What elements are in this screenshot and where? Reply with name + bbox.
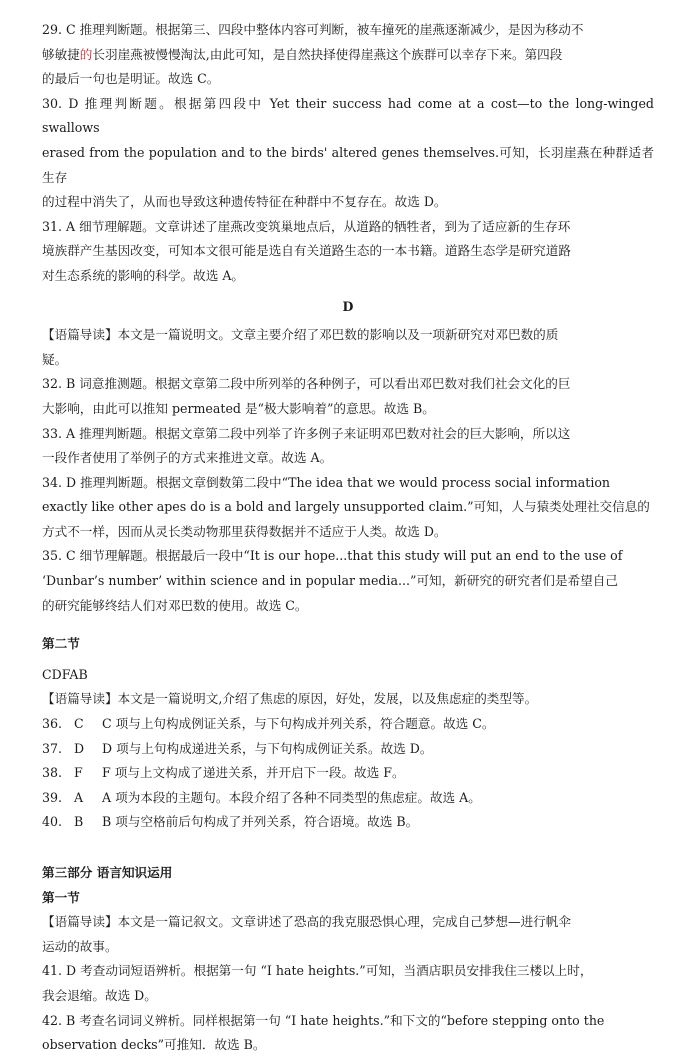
section2-answer-string: CDFAB [42,666,88,682]
q41-line1: 41. D 考查动词短语辨析。根据第一句 “I hate heights.”可知，当酒店职员安排我住三楼以上时， [42,963,593,979]
q42-line1: 42. B 考查名词词义辨析。同样根据第一句 “I hate heights.”和下文的“before stepping onto the [42,1012,605,1028]
q35-line3: 的研究能够终结人们对邓巴数的使用。故选 C。 [42,597,308,613]
part3-subtitle: 第一节 [42,889,80,905]
q30-line2: erased from the population and to the birds' altered genes themselves.可知，长羽崖燕在种群适者生存 [42,144,654,185]
q31-line1: 31. A 细节理解题。文章讲述了崖燕改变筑巢地点后，从道路的牺牲者，到为了适应新的生存环 [42,218,571,234]
section-d-heading: D [342,298,354,314]
section2-title: 第二节 [42,636,80,652]
row-number: 39. [42,789,63,805]
row-number: 37. [42,740,63,756]
q29-red-char: 的 [79,46,93,62]
section2-intro: 【语篇导读】本文是一篇说明文,介绍了焦虑的原因，好处，发展，以及焦虑症的类型等。 [42,691,538,707]
answer-row [42,737,654,762]
row-number: 36. [42,716,63,732]
section-d-intro-line1: 【语篇导读】本文是一篇说明文。文章主要介绍了邓巴数的影响以及一项新研究对邓巴数的质 [42,327,559,343]
q31-line3: 对生态系统的影响的科学。故选 A。 [42,267,245,283]
q29-line2-post: 长羽崖燕被慢慢淘汰,由此可知，是自然抉择使得崖燕这个族群可以幸存下来。第四段 [92,46,563,62]
q41-line2: 我会退缩。故选 D。 [42,987,157,1003]
row-answer: A [74,789,84,805]
answer-row [42,810,654,835]
q29-line1: 29. C 推理判断题。根据第三、四段中整体内容可判断，被车撞死的崖燕逐渐减少，是因为移动不 [42,22,584,37]
q29-line2 [42,43,654,68]
q35-line1: 35. C 细节理解题。根据最后一段中“It is our hope...that this study will put an end to the use of [42,548,623,564]
row-number: 38. [42,765,63,781]
part3-intro-line1: 【语篇导读】本文是一篇记叙文。文章讲述了恐高的我克服恐惧心理，完成自己梦想—进行帆伞 [42,914,571,930]
q31-line2: 境族群产生基因改变，可知本文很可能是选自有关道路生态的一本书籍。道路生态学是研究道路 [42,243,571,259]
row-answer: F [74,765,83,781]
part3-intro-line2: 运动的故事。 [42,938,118,954]
answer-row [42,761,654,786]
q34-line3: 方式不一样，因而从灵长类动物那里获得数据并不适应于人类。故选 D。 [42,523,447,539]
q34-line1: 34. D 推理判断题。根据文章倒数第二段中“The idea that we would process social information [42,474,611,490]
q33-line2: 一段作者使用了举例子的方式来推进文章。故选 A。 [42,450,333,466]
q29-line3: 的最后一句也是明证。故选 C。 [42,71,220,87]
q32-line2: 大影响，由此可以推知 permeated 是“极大影响着”的意思。故选 B。 [42,400,435,416]
q29-line2-pre: 够敏捷 [42,46,80,62]
answer-row [42,786,654,811]
q33-line1: 33. A 推理判断题。根据文章第二段中列举了许多例子来证明邓巴数对社会的巨大影响，所以这 [42,425,571,441]
row-answer: C [74,716,84,732]
q32-line1: 32. B 词意推测题。根据文章第二段中所列举的各种例子，可以看出邓巴数对我们社会文化的巨 [42,376,571,392]
q30-line1: 30. D 推理判断题。根据第四段中 Yet their success had come at a cost—to the long-winged swallows [42,95,654,136]
row-explanation: C 项与上句构成例证关系，与下句构成并列关系，符合题意。故选 C。 [102,716,495,732]
row-explanation: D 项与上句构成递进关系，与下句构成例证关系。故选 D。 [102,740,433,756]
q35-line2: ‘Dunbar’s number’ within science and in popular media...”可知，新研究的研究者们是希望自己 [42,573,618,589]
row-answer: B [74,814,84,830]
q30-line3: 的过程中消失了，从而也导致这种遗传特征在种群中不复存在。故选 D。 [42,194,447,210]
row-number: 40. [42,814,63,830]
answer-row [42,712,654,737]
row-explanation: A 项为本段的主题句。本段介绍了各种不同类型的焦虑症。故选 A。 [102,789,481,805]
row-answer: D [74,740,85,756]
row-explanation: F 项与上文构成了递进关系，并开启下一段。故选 F。 [102,765,405,781]
q34-line2: exactly like other apes do is a bold and largely unsupported claim.”可知，人与猿类处理社交信息的 [42,499,650,515]
row-explanation: B 项与空格前后句构成了并列关系，符合语境。故选 B。 [102,814,419,830]
part3-title: 第三部分 语言知识运用 [42,865,173,880]
section-d-intro-line2: 疑。 [42,351,68,367]
q42-line2: observation decks”可推知．故选 B。 [42,1037,266,1053]
